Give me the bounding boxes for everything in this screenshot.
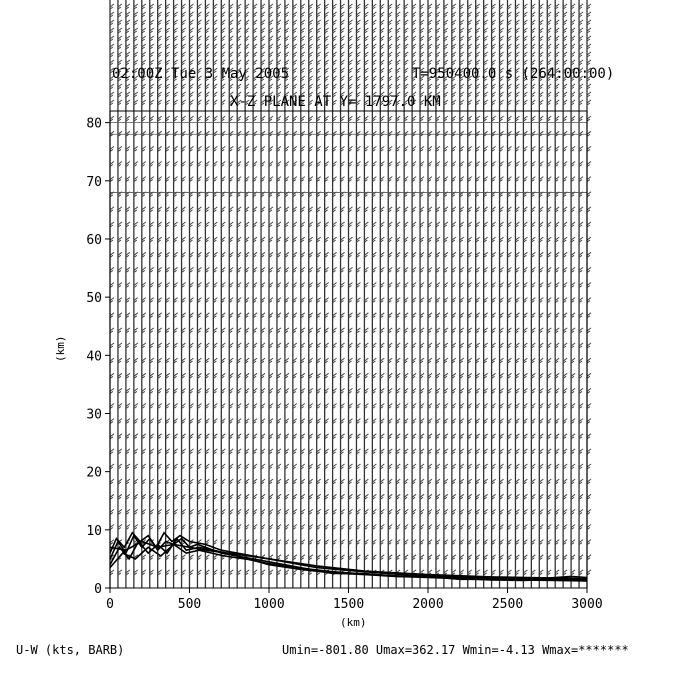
x-tick-label: 1000: [253, 597, 285, 612]
barb-column: [444, 0, 448, 588]
barb-column: [229, 0, 233, 588]
y-tick-label: 40: [86, 349, 102, 365]
barb-column: [412, 0, 416, 588]
barb-column: [436, 0, 440, 588]
barb-column: [333, 0, 337, 588]
barb-column: [571, 0, 575, 588]
barb-column: [221, 0, 225, 588]
y-axis-ticks: [86, 117, 110, 597]
barb-column: [531, 0, 535, 588]
barb-column: [356, 0, 360, 588]
barb-column: [579, 0, 583, 588]
barb-column: [213, 0, 217, 588]
y-axis-label: (km): [54, 335, 67, 362]
barb-column: [237, 0, 241, 588]
barb-column: [492, 0, 496, 588]
barb-column: [587, 0, 591, 588]
barb-column: [174, 0, 178, 588]
field-stats: Umin=-801.80 Umax=362.17 Wmin=-4.13 Wmax=*******: [282, 643, 629, 657]
header-time-right: T=950400.0 s (264:00:00): [412, 66, 615, 82]
barb-column: [317, 0, 321, 588]
y-tick-label: 50: [86, 291, 102, 307]
barb-column: [269, 0, 273, 588]
y-tick-label: 30: [86, 407, 102, 423]
y-tick-label: 80: [86, 116, 102, 132]
barb-column: [555, 0, 559, 588]
barb-column: [523, 0, 527, 588]
field-label: U-W (kts, BARB): [16, 643, 125, 657]
y-tick-label: 0: [94, 582, 102, 597]
barb-column: [341, 0, 345, 588]
barb-column: [158, 0, 162, 588]
barb-column: [388, 0, 392, 588]
barb-column: [110, 0, 114, 588]
barb-column: [134, 0, 138, 588]
barb-column: [380, 0, 384, 588]
barb-column: [476, 0, 480, 588]
barb-column: [372, 0, 376, 588]
wind-barb-field: [110, 0, 591, 588]
barb-column: [325, 0, 329, 588]
barb-column: [468, 0, 472, 588]
x-tick-label: 3000: [571, 597, 603, 612]
header-time-left: 02:00Z Tue 3 May 2005: [112, 66, 290, 82]
y-tick-label: 20: [86, 465, 102, 481]
x-axis-label: (km): [340, 616, 367, 629]
barb-column: [547, 0, 551, 588]
y-tick-label: 10: [86, 523, 102, 539]
barb-column: [285, 0, 289, 588]
barb-column: [166, 0, 170, 588]
barb-column: [182, 0, 186, 588]
barb-column: [190, 0, 194, 588]
barb-column: [420, 0, 424, 588]
barb-column: [118, 0, 122, 588]
barb-column: [197, 0, 201, 588]
barb-column: [452, 0, 456, 588]
barb-column: [349, 0, 353, 588]
barb-column: [484, 0, 488, 588]
barb-column: [515, 0, 519, 588]
barb-column: [261, 0, 265, 588]
x-tick-label: 1500: [332, 597, 365, 612]
barb-column: [460, 0, 464, 588]
barb-column: [508, 0, 512, 588]
barb-column: [150, 0, 154, 588]
x-tick-label: 500: [177, 597, 202, 612]
barb-column: [293, 0, 297, 588]
barb-column: [364, 0, 368, 588]
barb-column: [404, 0, 408, 588]
barb-column: [539, 0, 543, 588]
barb-column: [245, 0, 249, 588]
y-tick-label: 70: [86, 174, 102, 190]
barb-column: [253, 0, 257, 588]
barb-column: [309, 0, 313, 588]
x-axis-ticks: [106, 588, 603, 612]
barb-column: [563, 0, 567, 588]
barb-column: [126, 0, 130, 588]
barb-column: [205, 0, 209, 588]
x-tick-label: 0: [106, 597, 114, 612]
x-tick-label: 2500: [491, 597, 524, 612]
x-tick-label: 2000: [412, 597, 444, 612]
y-tick-label: 60: [86, 232, 102, 248]
barb-column: [277, 0, 281, 588]
barb-column: [301, 0, 305, 588]
barb-column: [500, 0, 504, 588]
barb-column: [428, 0, 432, 588]
chart-title: X-Z PLANE AT Y= 1797.0 KM: [230, 94, 441, 110]
barb-column: [142, 0, 146, 588]
barb-column: [396, 0, 400, 588]
